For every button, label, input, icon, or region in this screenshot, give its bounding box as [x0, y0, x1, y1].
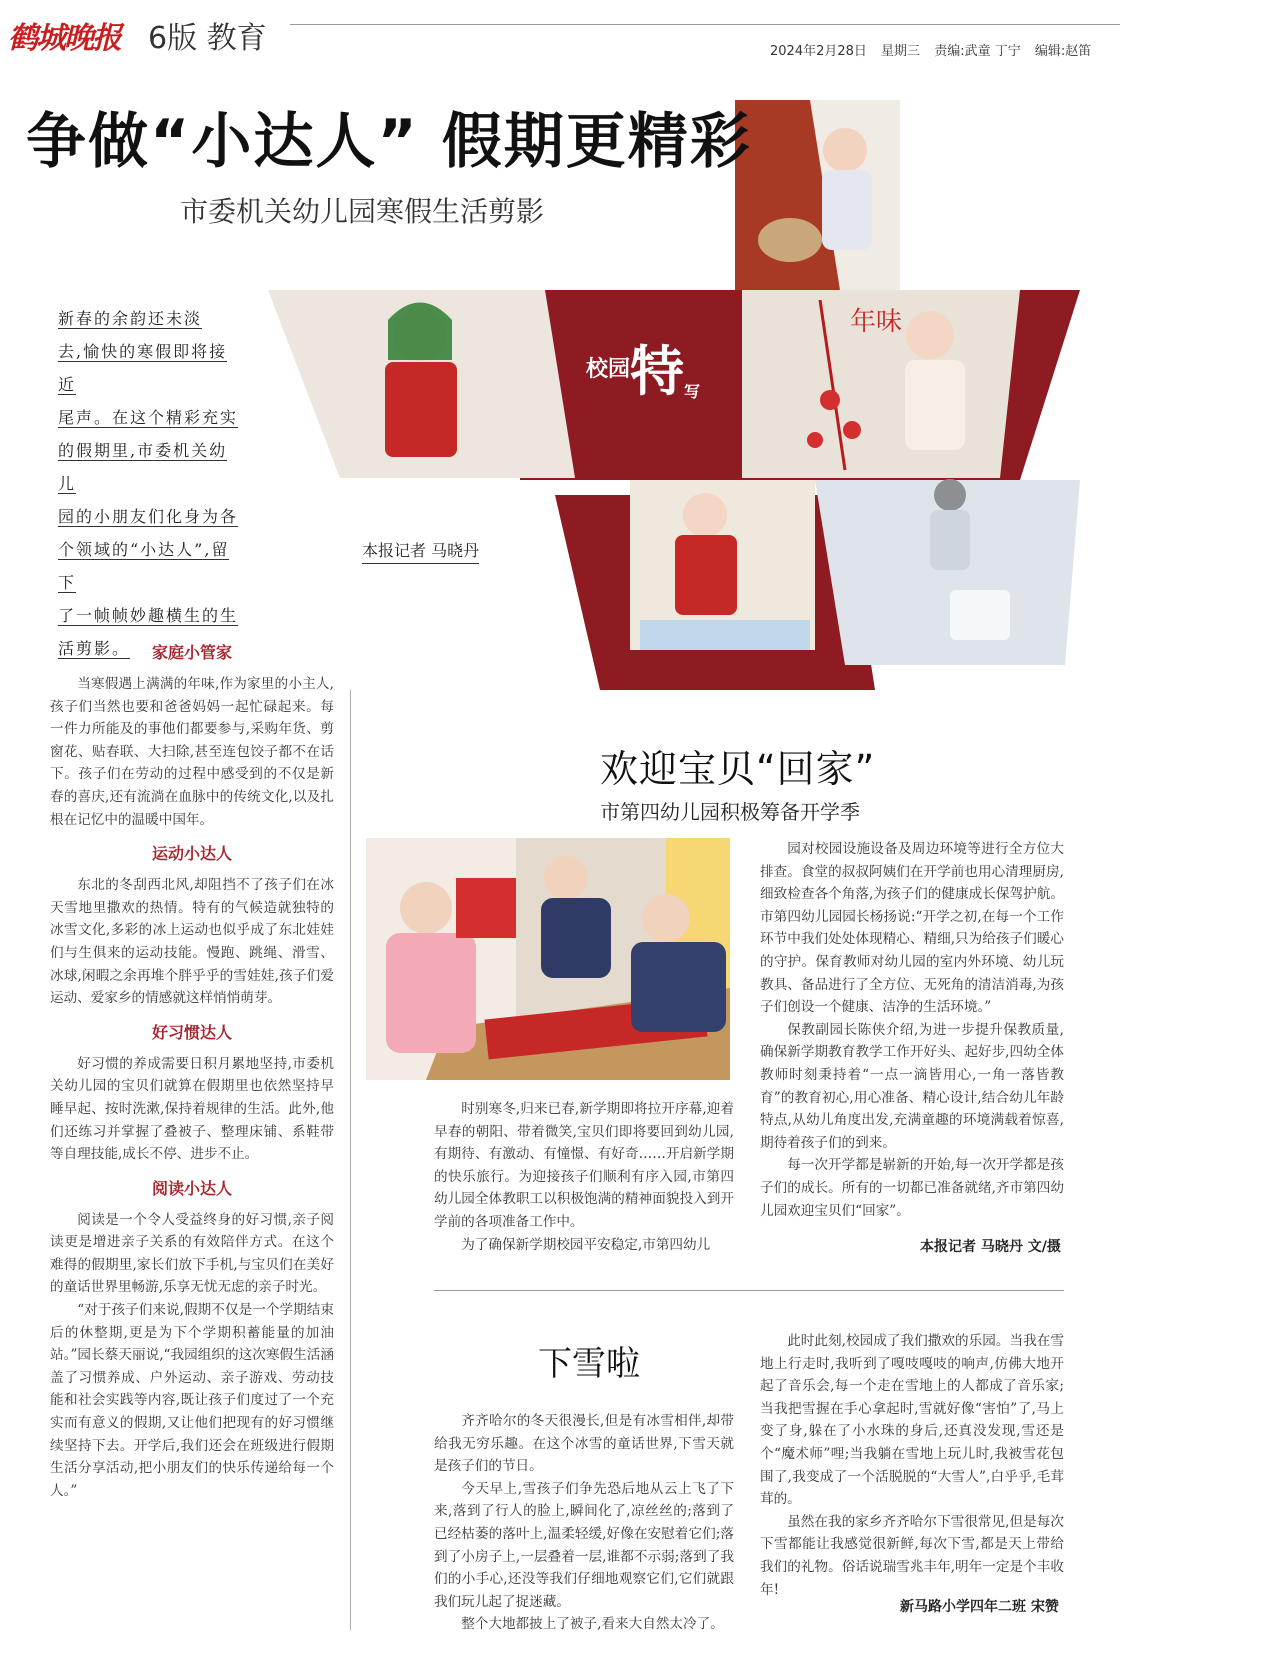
copyeditor: 编辑:赵笛	[1034, 44, 1092, 59]
dumpling-table-shape	[640, 620, 810, 650]
paragraph: 阅读是一个令人受益终身的好习惯,亲子阅读更是增进亲子关系的有效陪伴方式。在这个难得的假期里,家长们放下手机,与宝贝们在美好的童话世界里畅游,乐享无忧无虑的亲子时光。	[50, 1211, 334, 1296]
teacher-3-head	[642, 894, 690, 942]
paragraph: 好习惯的养成需要日积月累地坚持,市委机关幼儿园的宝贝们就算在假期里也依然坚持早睡早起、按时洗漱,保持着规律的生活。此外,他们还练习并掌握了叠被子、整理床铺、系鞋带等自理技能,成长不停、进步不止。	[50, 1055, 334, 1163]
welcome-subtitle: 市第四幼儿园积极筹备开学季	[600, 800, 860, 824]
intro-line: 园的小朋友们化身为各	[58, 507, 239, 526]
dumpling-girl-head-shape	[683, 493, 727, 537]
section-body	[50, 1053, 334, 1166]
intro-line: 新春的余韵还未淡	[58, 309, 203, 328]
snow-title: 下雪啦	[538, 1344, 640, 1384]
paragraph: 保教副园长陈侠介绍,为进一步提升保教质量,确保新学期教育教学工作开好头、起好步,四幼全体教师时刻秉持着“一点一滴皆用心,一角一落皆教育”的教育初心,用心准备、精心设计,结合幼儿年龄特点,从幼儿角度出发,充满童趣的环境满载着惊喜,期待着孩子们的到来。	[760, 1021, 1064, 1151]
lantern-2	[843, 421, 861, 439]
issue-weekday: 星期三	[881, 44, 921, 59]
intro-line: 尾声。在这个精彩充实	[58, 408, 239, 427]
plant-pot-shape	[758, 218, 822, 262]
child-body-shape	[822, 170, 872, 250]
badge-part1: 校园	[586, 357, 631, 382]
dumpling-girl-apron-shape	[675, 535, 737, 615]
girl-lantern-head-shape	[906, 311, 954, 359]
section-body	[50, 874, 334, 1010]
welcome-byline: 本报记者 马晓丹 文/摄	[920, 1239, 1061, 1255]
column-divider-left	[350, 690, 351, 1630]
snow-byline: 新马路小学四年二班 宋赞	[900, 1599, 1059, 1615]
section-body	[50, 673, 334, 831]
section-name: 教育	[206, 21, 267, 56]
teacher-3-body	[631, 942, 726, 1032]
teacher-2-head	[544, 856, 588, 900]
welcome-title: 欢迎宝贝“回家”	[600, 747, 876, 791]
paragraph: 此时此刻,校园成了我们撒欢的乐园。当我在雪地上行走时,我听到了嘎吱嘎吱的响声,仿佛大地开起了音乐会,每一个走在雪地上的人都成了音乐家;当我把雪握在手心拿起时,雪就好像“害怕”了,马上变了身,躲在了小水珠的身后,还真没发现,雪还是个“魔术师”哩;当我躺在雪地上玩儿时,我被雪花包围了,我变成了一个活脱脱的“大雪人”,白乎乎,毛茸茸的。	[760, 1333, 1064, 1508]
badge-part2: 写	[684, 382, 701, 401]
paragraph: 为了确保新学期校园平安稳定,市第四幼儿	[461, 1236, 711, 1253]
snow-col2	[760, 1330, 1064, 1601]
welcome-col2	[760, 838, 1064, 1222]
paragraph: 时别寒冬,归来已春,新学期即将拉开序幕,迎着早春的朝阳、带着微笑,宝贝们即将要回到幼儿园,有期待、有激动、有憧憬、有好奇……开启新学期的快乐旅行。为迎接孩子们顺利有序入园,市第四幼儿园全体教职工以积极饱满的精神面貌投入到开学前的各项准备工作中。	[434, 1101, 734, 1230]
section-heading: 运动小达人	[151, 844, 232, 864]
photo-teachers-decorating-detail	[366, 838, 730, 1080]
section-heading: 好习惯达人	[151, 1022, 232, 1042]
snow-sled-shape	[950, 590, 1010, 640]
section-heading: 家庭小管家	[151, 643, 232, 662]
badge-big-char: 特	[630, 340, 685, 403]
lantern-sign: 年味	[850, 307, 903, 337]
paragraph: 齐齐哈尔的冬天很漫长,但是有冰雪相伴,却带给我无穷乐趣。在这个冰雪的童话世界,下雪天就是孩子们的节日。	[434, 1413, 734, 1475]
teacher-1-head	[400, 882, 452, 934]
teacher-2-body	[541, 898, 611, 978]
left-column	[50, 630, 334, 1502]
paragraph: 每一次开学都是崭新的开始,每一次开学都是孩子们的成长。所有的一切都已准备就绪,齐市第四幼儿园欢迎宝贝们“回家”。	[760, 1157, 1064, 1219]
lantern-3	[807, 432, 823, 448]
intro-line: 去,愉快的寒假即将接近	[58, 342, 228, 394]
issue-date: 2024年2月28日	[770, 44, 867, 59]
red-costume-shape	[385, 362, 457, 457]
snow-child-head-shape	[934, 479, 966, 511]
feature-headline: 争做“小达人” 假期更精彩	[26, 107, 752, 177]
snow-child-body-shape	[930, 510, 970, 570]
page-number: 6版	[148, 21, 198, 56]
paragraph: 今天早上,雪孩子们争先恐后地从云上飞了下来,落到了行人的脸上,瞬间化了,凉丝丝的;落到了已经枯萎的落叶上,温柔轻缓,好像在安慰着它们;落到了小房子上,一层叠着一层,谁都不示弱;落到了我们的小手心,还没等我们仔细地观察它们,它们就跟我们玩儿起了捉迷藏。	[434, 1480, 734, 1610]
welcome-col1	[434, 1098, 734, 1256]
paragraph: 东北的冬刮西北风,却阻挡不了孩子们在冰天雪地里撒欢的热情。特有的气候造就独特的冰雪文化,多彩的冰上运动也似乎成了东北娃娃们与生俱来的运动技能。慢跑、跳绳、滑雪、冰球,闲暇之余再堆个胖乎乎的雪娃娃,孩子们爱运动、爱家乡的情感就这样悄悄萌芽。	[50, 877, 334, 1007]
article-divider	[434, 1290, 1064, 1291]
feature-intro	[58, 302, 242, 665]
paper-logo: 鹤城晚报	[8, 21, 120, 56]
snow-col1	[434, 1410, 734, 1636]
red-dragon-decoration	[456, 878, 516, 938]
girl-lantern-body-shape	[905, 360, 965, 450]
teacher-1-body	[386, 933, 476, 1053]
section-heading: 阅读小达人	[151, 1178, 232, 1198]
intro-line: 个领域的“小达人”,留下	[58, 540, 230, 592]
child-head-shape	[823, 128, 867, 172]
paragraph: 当寒假遇上满满的年味,作为家里的小主人,孩子们当然也要和爸爸妈妈一起忙碌起来。每一件力所能及的事他们都要参与,采购年货、剪窗花、贴春联、大扫除,甚至连包饺子都不在话下。孩子们在劳动的过程中感受到的不仅是新春的喜庆,还有流淌在血脉中的传统文化,以及扎根在记忆中的温暖中国年。	[50, 676, 334, 828]
paragraph: 虽然在我的家乡齐齐哈尔下雪很常见,但是每次下雪都能让我感觉很新鲜,每次下雪,都是天上带给我们的礼物。俗话说瑞雪兆丰年,明年一定是个丰收年!	[760, 1513, 1064, 1598]
feature-byline: 本报记者 马晓丹	[362, 538, 479, 564]
campus-feature-badge	[586, 342, 700, 402]
paragraph: 整个大地都披上了被子,看来大自然太冷了。	[461, 1616, 724, 1633]
intro-line: 了一帧帧妙趣横生的生	[58, 606, 239, 625]
editors: 责编:武童 丁宁	[934, 44, 1021, 59]
paragraph: 园对校园设施设备及周边环境等进行全方位大排查。食堂的叔叔阿姨们在开学前也用心清理厨房,细致检查各个角落,为孩子们的健康成长保驾护航。市第四幼儿园园长杨扬说:“开学之初,在每一个工作环节中我们处处体现精心、精细,只为给孩子们暖心的守护。保育教师对幼儿园的室内外环境、幼儿玩教具、备品进行了全方位、无死角的清洁消毒,为孩子们创设一个健康、洁净的生活环境。”	[760, 841, 1064, 1016]
green-headscarf-shape	[388, 303, 452, 361]
section-body	[50, 1209, 334, 1503]
intro-line: 活剪影。	[58, 639, 131, 658]
paragraph: “对于孩子们来说,假期不仅是一个学期结束后的休整期,更是为下个学期积蓄能量的加油站。”园长蔡天丽说,“我园组织的这次寒假生活涵盖了习惯养成、户外运动、亲子游戏、劳动技能和社会实践等内容,既让孩子们度过了一个充实而有意义的假期,又让他们把现有的好习惯继续坚持下去。开学后,我们还会在班级进行假期生活分享活动,把小朋友们的快乐传递给每一个人。”	[50, 1302, 334, 1499]
intro-line: 的假期里,市委机关幼儿	[58, 441, 228, 493]
feature-subheadline: 市委机关幼儿园寒假生活剪影	[180, 195, 545, 228]
lantern-1	[820, 390, 840, 410]
